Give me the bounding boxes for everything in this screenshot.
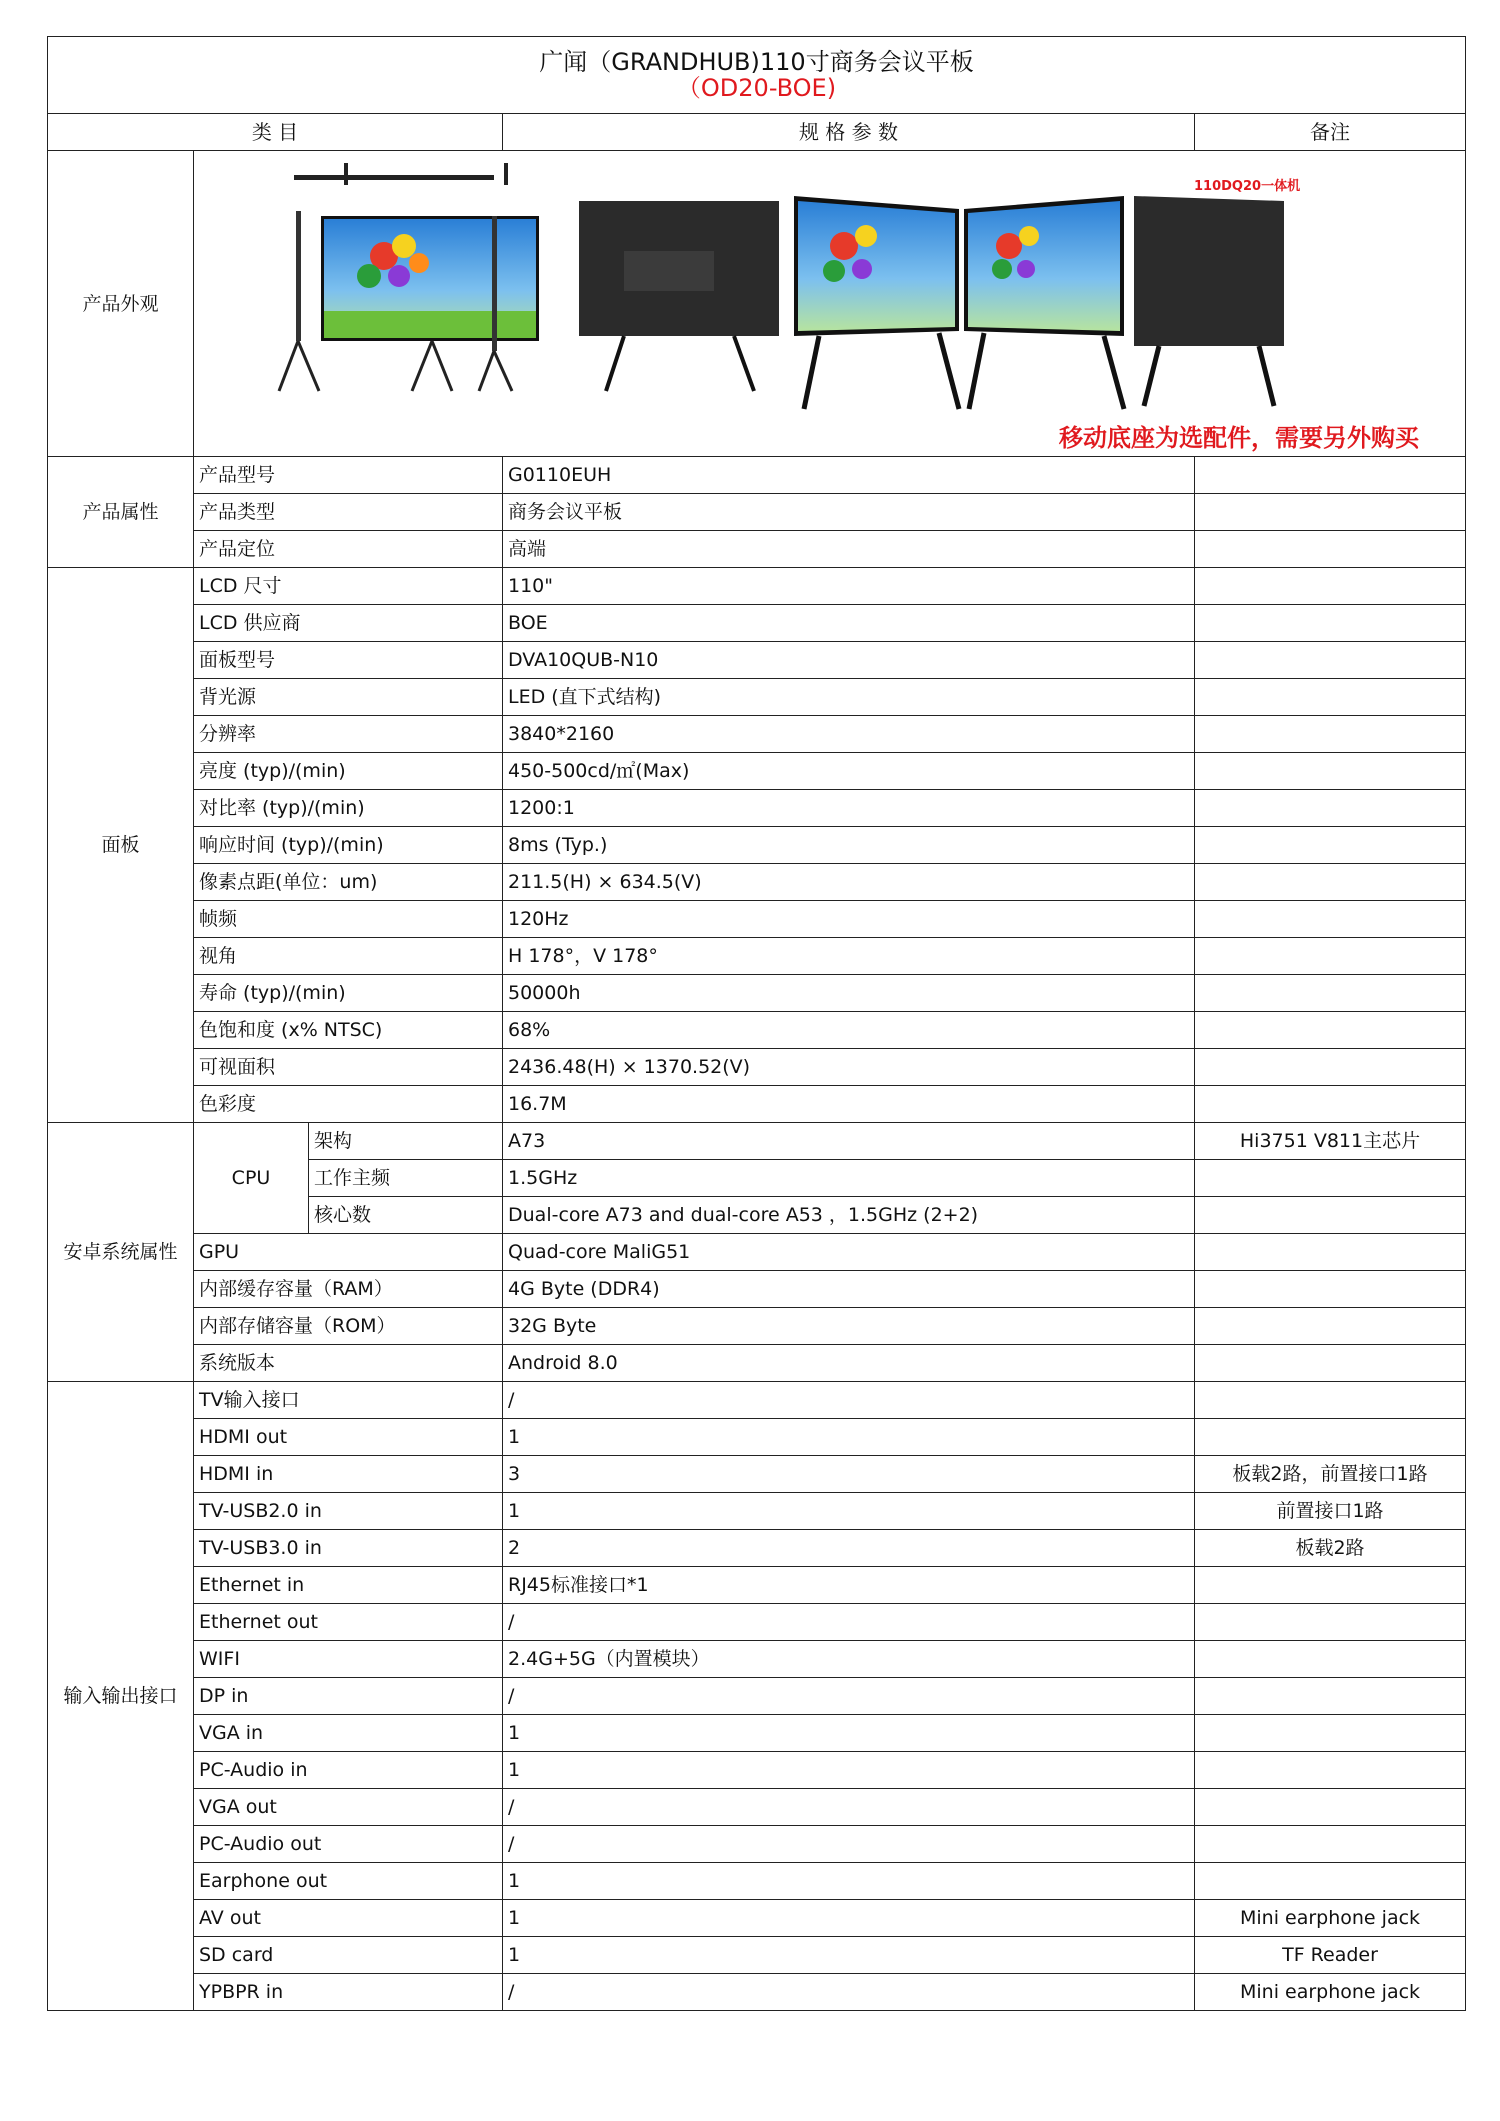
spec-label: 内部缓存容量（RAM） (194, 1271, 503, 1308)
spec-row (48, 1678, 1466, 1715)
spec-note (1195, 605, 1466, 642)
io-category: 输入输出接口 (48, 1382, 194, 2011)
spec-row (48, 827, 1466, 864)
spec-label: 像素点距(单位：um) (194, 864, 503, 901)
spec-note (1195, 1604, 1466, 1641)
product_attributes-category: 产品属性 (48, 457, 194, 568)
spec-row (48, 1123, 1466, 1160)
spec-row (48, 1271, 1466, 1308)
spec-label: WIFI (194, 1641, 503, 1678)
spec-value: 1 (503, 1493, 1195, 1530)
spec-row (48, 975, 1466, 1012)
spec-note (1195, 901, 1466, 938)
spec-value: / (503, 1826, 1195, 1863)
side-view-drawing (279, 211, 319, 391)
spec-value: 高端 (503, 531, 1195, 568)
title-row (48, 37, 1466, 114)
spec-note (1195, 1234, 1466, 1271)
spec-label: Ethernet out (194, 1604, 503, 1641)
spec-label: 分辨率 (194, 716, 503, 753)
spec-row (48, 1345, 1466, 1382)
spec-note: 前置接口1路 (1195, 1493, 1466, 1530)
spec-table (47, 36, 1466, 2011)
spec-value: BOE (503, 605, 1195, 642)
angled-front-view-1 (794, 196, 959, 409)
spec-value: G0110EUH (503, 457, 1195, 494)
spec-row (48, 1567, 1466, 1604)
spec-row (48, 1530, 1466, 1567)
spec-label: Earphone out (194, 1863, 503, 1900)
spec-value: 3 (503, 1456, 1195, 1493)
spec-value: 1200:1 (503, 790, 1195, 827)
spec-row (48, 605, 1466, 642)
spec-row (48, 1974, 1466, 2011)
spec-row (48, 1752, 1466, 1789)
spec-value: 1.5GHz (503, 1160, 1195, 1197)
spec-row (48, 1049, 1466, 1086)
spec-label: TV-USB2.0 in (194, 1493, 503, 1530)
spec-label: YPBPR in (194, 1974, 503, 2011)
spec-note (1195, 494, 1466, 531)
spec-note: 板载2路 (1195, 1530, 1466, 1567)
spec-label: 背光源 (194, 679, 503, 716)
spec-value: / (503, 1382, 1195, 1419)
spec-note (1195, 1678, 1466, 1715)
model-tag-label: 110DQ20一体机 (1194, 179, 1301, 194)
spec-note (1195, 753, 1466, 790)
spec-label: 色彩度 (194, 1086, 503, 1123)
spec-row (48, 753, 1466, 790)
spec-row (48, 1012, 1466, 1049)
spec-value: 1 (503, 1863, 1195, 1900)
header-category: 类 目 (48, 114, 503, 151)
spec-label: HDMI out (194, 1419, 503, 1456)
spec-label: 对比率 (typ)/(min) (194, 790, 503, 827)
appearance-image-cell (194, 151, 1466, 457)
spec-value: 商务会议平板 (503, 494, 1195, 531)
spec-row (48, 790, 1466, 827)
spec-note (1195, 457, 1466, 494)
spec-label: VGA in (194, 1715, 503, 1752)
spec-note (1195, 1160, 1466, 1197)
spec-note (1195, 1012, 1466, 1049)
spec-label: 视角 (194, 938, 503, 975)
spec-label: AV out (194, 1900, 503, 1937)
spec-note (1195, 1715, 1466, 1752)
spec-value: 50000h (503, 975, 1195, 1012)
document-title: 广闻（GRANDHUB)110寸商务会议平板 (539, 48, 974, 76)
spec-row (48, 1493, 1466, 1530)
spec-row (48, 679, 1466, 716)
spec-label: 工作主频 (309, 1160, 503, 1197)
spec-label: 面板型号 (194, 642, 503, 679)
spec-row (48, 494, 1466, 531)
spec-value: Android 8.0 (503, 1345, 1195, 1382)
android-category: 安卓系统属性 (48, 1123, 194, 1382)
spec-note (1195, 1086, 1466, 1123)
spec-note (1195, 1271, 1466, 1308)
spec-value: 68% (503, 1012, 1195, 1049)
spec-label: 响应时间 (typ)/(min) (194, 827, 503, 864)
spec-value: 2 (503, 1530, 1195, 1567)
spec-value: A73 (503, 1123, 1195, 1160)
spec-value: Dual-core A73 and dual-core A53 ，1.5GHz (2+2) (503, 1197, 1195, 1234)
spec-row (48, 938, 1466, 975)
spec-row (48, 1900, 1466, 1937)
spec-row (48, 1826, 1466, 1863)
spec-row (48, 1419, 1466, 1456)
spec-label: LCD 尺寸 (194, 568, 503, 605)
spec-value: 8ms (Typ.) (503, 827, 1195, 864)
spec-note (1195, 1419, 1466, 1456)
spec-value: 211.5(H) × 634.5(V) (503, 864, 1195, 901)
spec-note (1195, 864, 1466, 901)
top-view-drawing (294, 163, 508, 185)
angled-rear-view (1134, 196, 1284, 406)
spec-value: / (503, 1678, 1195, 1715)
spec-label: PC-Audio out (194, 1826, 503, 1863)
spec-label: 产品定位 (194, 531, 503, 568)
spec-note (1195, 1382, 1466, 1419)
spec-note (1195, 975, 1466, 1012)
spec-note: Hi3751 V811主芯片 (1195, 1123, 1466, 1160)
spec-row (48, 1604, 1466, 1641)
title-cell (48, 37, 1466, 114)
appearance-category: 产品外观 (48, 151, 194, 457)
spec-row (48, 1086, 1466, 1123)
spec-value: LED (直下式结构) (503, 679, 1195, 716)
spec-note (1195, 642, 1466, 679)
spec-value: 1 (503, 1937, 1195, 1974)
spec-note (1195, 1567, 1466, 1604)
spec-label: PC-Audio in (194, 1752, 503, 1789)
spec-value: 32G Byte (503, 1308, 1195, 1345)
spec-label: 核心数 (309, 1197, 503, 1234)
spec-row (48, 1863, 1466, 1900)
spec-label: GPU (194, 1234, 503, 1271)
spec-note (1195, 531, 1466, 568)
spec-note (1195, 1049, 1466, 1086)
spec-value: 1 (503, 1752, 1195, 1789)
spec-note (1195, 1863, 1466, 1900)
spec-note (1195, 827, 1466, 864)
spec-row (48, 901, 1466, 938)
spec-value: / (503, 1789, 1195, 1826)
spec-value: 1 (503, 1900, 1195, 1937)
spec-note: Mini earphone jack (1195, 1900, 1466, 1937)
spec-value: DVA10QUB-N10 (503, 642, 1195, 679)
spec-row (48, 1382, 1466, 1419)
spec-sheet (47, 36, 1465, 2011)
front-view-drawing (321, 216, 539, 391)
angled-front-view-2 (964, 196, 1124, 409)
spec-value: RJ45标准接口*1 (503, 1567, 1195, 1604)
spec-row (48, 864, 1466, 901)
spec-note (1195, 1197, 1466, 1234)
spec-value: 4G Byte (DDR4) (503, 1271, 1195, 1308)
spec-note (1195, 1826, 1466, 1863)
spec-row (48, 1234, 1466, 1271)
spec-label: 架构 (309, 1123, 503, 1160)
spec-row (48, 457, 1466, 494)
spec-label: HDMI in (194, 1456, 503, 1493)
spec-row (48, 1456, 1466, 1493)
panel-category: 面板 (48, 568, 194, 1123)
spec-value: / (503, 1974, 1195, 2011)
spec-label: 产品型号 (194, 457, 503, 494)
spec-value: / (503, 1604, 1195, 1641)
spec-note (1195, 1641, 1466, 1678)
spec-note (1195, 1345, 1466, 1382)
spec-value: 1 (503, 1419, 1195, 1456)
model-code: （OD20-BOE) (676, 74, 837, 102)
appearance-row (48, 151, 1466, 457)
spec-label: 内部存储容量（ROM） (194, 1308, 503, 1345)
spec-label: 可视面积 (194, 1049, 503, 1086)
spec-row (48, 531, 1466, 568)
spec-label: 产品类型 (194, 494, 503, 531)
spec-value: 3840*2160 (503, 716, 1195, 753)
spec-note (1195, 679, 1466, 716)
spec-label: 色饱和度 (x% NTSC) (194, 1012, 503, 1049)
spec-row (48, 1715, 1466, 1752)
spec-label: 帧频 (194, 901, 503, 938)
spec-label: LCD 供应商 (194, 605, 503, 642)
spec-row (48, 642, 1466, 679)
header-note: 备注 (1195, 114, 1466, 151)
rear-view-drawing (579, 201, 779, 391)
header-row (48, 114, 1466, 151)
header-spec: 规 格 参 数 (503, 114, 1195, 151)
spec-note (1195, 938, 1466, 975)
spec-row (48, 1789, 1466, 1826)
cpu-subcategory: CPU (194, 1123, 309, 1234)
spec-note (1195, 568, 1466, 605)
spec-value: 450-500cd/㎡(Max) (503, 753, 1195, 790)
spec-note: 板载2路，前置接口1路 (1195, 1456, 1466, 1493)
spec-label: Ethernet in (194, 1567, 503, 1604)
optional-stand-note: 移动底座为选配件，需要另外购买 (1059, 424, 1420, 452)
spec-note (1195, 790, 1466, 827)
spec-value: 110" (503, 568, 1195, 605)
spec-note: Mini earphone jack (1195, 1974, 1466, 2011)
spec-note: TF Reader (1195, 1937, 1466, 1974)
spec-row (48, 1308, 1466, 1345)
spec-note (1195, 1752, 1466, 1789)
spec-value: 2.4G+5G（内置模块） (503, 1641, 1195, 1678)
spec-note (1195, 1308, 1466, 1345)
spec-label: TV输入接口 (194, 1382, 503, 1419)
spec-value: 120Hz (503, 901, 1195, 938)
spec-note (1195, 716, 1466, 753)
spec-label: DP in (194, 1678, 503, 1715)
spec-label: VGA out (194, 1789, 503, 1826)
spec-value: 2436.48(H) × 1370.52(V) (503, 1049, 1195, 1086)
spec-label: 寿命 (typ)/(min) (194, 975, 503, 1012)
spec-value: 16.7M (503, 1086, 1195, 1123)
spec-row (48, 1937, 1466, 1974)
spec-value: H 178°，V 178° (503, 938, 1195, 975)
spec-note (1195, 1789, 1466, 1826)
spec-value: Quad-core MaliG51 (503, 1234, 1195, 1271)
spec-label: TV-USB3.0 in (194, 1530, 503, 1567)
spec-label: 亮度 (typ)/(min) (194, 753, 503, 790)
spec-row (48, 568, 1466, 605)
spec-label: SD card (194, 1937, 503, 1974)
spec-row (48, 1641, 1466, 1678)
spec-value: 1 (503, 1715, 1195, 1752)
spec-label: 系统版本 (194, 1345, 503, 1382)
spec-row (48, 716, 1466, 753)
